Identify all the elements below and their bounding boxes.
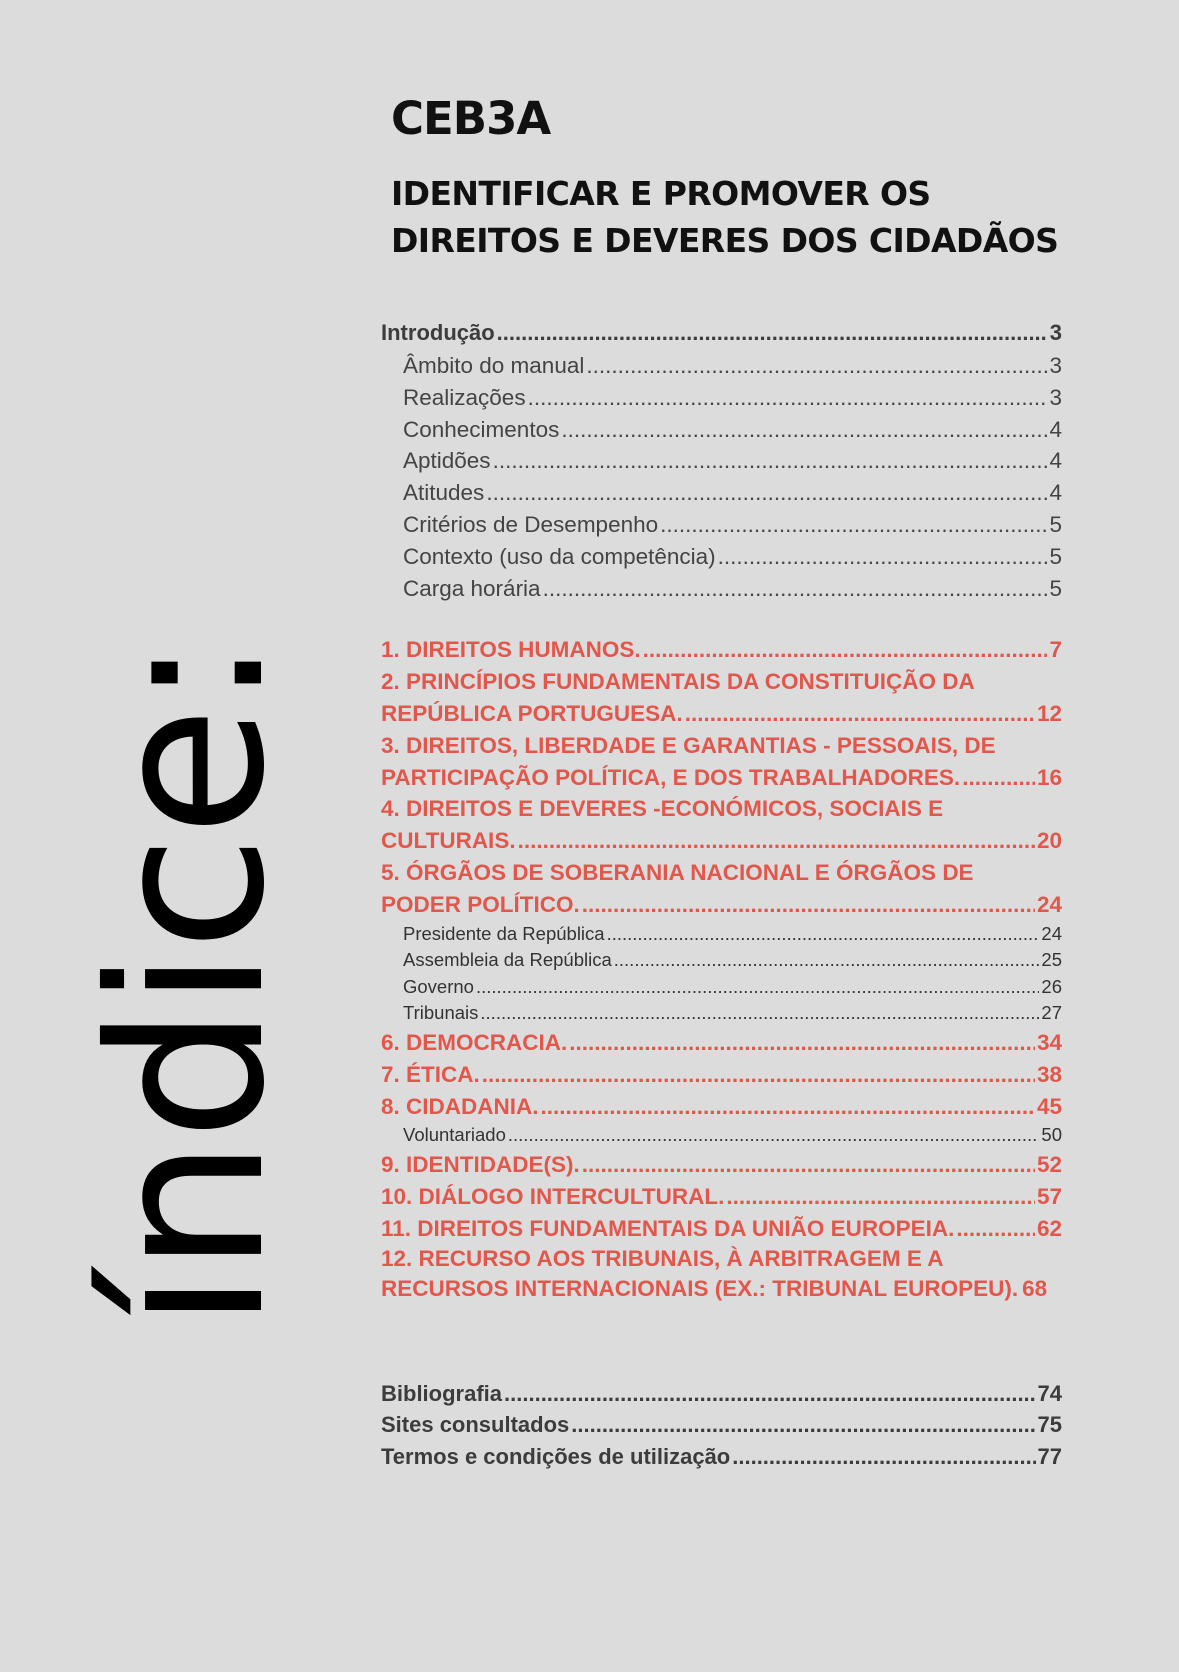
toc-label: Contexto (uso da competência) bbox=[403, 543, 716, 569]
toc-label-line2: CULTURAIS. bbox=[381, 828, 516, 854]
toc-label: Sites consultados bbox=[381, 1412, 570, 1438]
toc-label: Atitudes bbox=[403, 480, 485, 506]
leader-dots bbox=[607, 921, 1040, 948]
toc-label: Conhecimentos bbox=[403, 416, 560, 442]
leader-dots bbox=[956, 1213, 1035, 1245]
toc-label-line1: 12. RECURSO AOS TRIBUNAIS, À ARBITRAGEM E A bbox=[381, 1246, 944, 1272]
toc-page: 57 bbox=[1036, 1183, 1062, 1209]
toc-entry[interactable] bbox=[381, 541, 1062, 573]
toc-page: 3 bbox=[1049, 353, 1062, 378]
toc-entry-introducao[interactable] bbox=[381, 316, 1062, 350]
toc-page: 7 bbox=[1049, 637, 1062, 663]
toc-label-line1: 3. DIREITOS, LIBERDADE E GARANTIAS - PESSOAIS, DE bbox=[381, 732, 996, 758]
toc-entry[interactable] bbox=[381, 414, 1062, 446]
toc-page: 68 bbox=[1022, 1276, 1048, 1302]
leader-dots bbox=[504, 1378, 1036, 1410]
toc-label: 10. DIÁLOGO INTERCULTURAL. bbox=[381, 1183, 725, 1209]
toc-chapter-4[interactable] bbox=[381, 793, 1062, 857]
toc-page: 38 bbox=[1036, 1061, 1062, 1087]
toc-page: 77 bbox=[1037, 1443, 1062, 1469]
leader-dots bbox=[732, 1441, 1035, 1473]
leader-dots bbox=[726, 1181, 1035, 1213]
toc-label: Tribunais bbox=[403, 1002, 479, 1024]
toc-entry-bibliografia[interactable] bbox=[381, 1378, 1062, 1410]
toc-entry[interactable] bbox=[381, 350, 1062, 382]
toc-page: 50 bbox=[1041, 1124, 1062, 1146]
side-title: índice: bbox=[64, 638, 311, 1330]
leader-dots bbox=[660, 509, 1047, 541]
toc-chapter-9[interactable] bbox=[381, 1149, 1062, 1181]
toc-page: 62 bbox=[1036, 1215, 1062, 1241]
leader-dots bbox=[497, 316, 1048, 350]
toc-label: Âmbito do manual bbox=[403, 353, 585, 378]
toc-label-line2: RECURSOS INTERNACIONAIS (EX.: TRIBUNAL EUROPEU). bbox=[381, 1276, 1019, 1302]
toc-label: 1. DIREITOS HUMANOS. bbox=[381, 637, 641, 663]
toc-chapter-1[interactable] bbox=[381, 634, 1062, 666]
leader-dots bbox=[482, 1059, 1035, 1091]
leader-dots bbox=[480, 1000, 1039, 1027]
toc-page: 3 bbox=[1049, 320, 1062, 345]
toc-page: 16 bbox=[1036, 764, 1062, 790]
toc-page: 24 bbox=[1036, 891, 1062, 917]
toc-entry[interactable] bbox=[381, 947, 1062, 974]
toc-chapter-12[interactable] bbox=[381, 1244, 1062, 1304]
toc-page: 52 bbox=[1036, 1151, 1062, 1177]
toc-label-line2: PODER POLÍTICO. bbox=[381, 891, 580, 917]
leader-dots bbox=[718, 541, 1048, 573]
toc-label: Aptidões bbox=[403, 448, 491, 474]
toc-entry[interactable] bbox=[381, 509, 1062, 541]
toc-entry-termos[interactable] bbox=[381, 1441, 1062, 1473]
toc-label: Voluntariado bbox=[403, 1124, 506, 1146]
toc-page: 24 bbox=[1041, 922, 1062, 944]
leader-dots bbox=[476, 974, 1039, 1001]
leader-dots bbox=[508, 1122, 1040, 1149]
leader-dots bbox=[571, 1409, 1035, 1441]
toc-label: 7. ÉTICA. bbox=[381, 1061, 480, 1087]
toc-chapter-11[interactable] bbox=[381, 1213, 1062, 1245]
leader-dots bbox=[582, 889, 1035, 921]
leader-dots bbox=[962, 762, 1035, 794]
leader-dots bbox=[685, 698, 1035, 730]
leader-dots bbox=[561, 414, 1047, 446]
leader-dots bbox=[541, 1091, 1035, 1123]
toc-chapter-5[interactable] bbox=[381, 857, 1062, 921]
toc-label: Termos e condições de utilização bbox=[381, 1443, 731, 1469]
toc-page: 5 bbox=[1049, 575, 1062, 601]
toc-entry[interactable] bbox=[381, 477, 1062, 509]
toc-chapter-8[interactable] bbox=[381, 1091, 1062, 1123]
toc-label: Assembleia da República bbox=[403, 949, 612, 971]
toc-label-line2: REPÚBLICA PORTUGUESA. bbox=[381, 700, 683, 726]
toc-entry[interactable] bbox=[381, 573, 1062, 605]
leader-dots bbox=[543, 573, 1048, 605]
toc-page: 5 bbox=[1049, 543, 1062, 569]
toc-label-line1: 4. DIREITOS E DEVERES -ECONÓMICOS, SOCIAIS E bbox=[381, 796, 944, 822]
toc-page: 4 bbox=[1049, 448, 1062, 474]
toc-page: 74 bbox=[1037, 1380, 1062, 1406]
leader-dots bbox=[614, 947, 1040, 974]
toc-page: 75 bbox=[1037, 1412, 1062, 1438]
table-of-contents bbox=[381, 316, 1062, 1472]
toc-label: Bibliografia bbox=[381, 1380, 503, 1406]
toc-page: 34 bbox=[1036, 1029, 1062, 1055]
leader-dots bbox=[528, 382, 1048, 414]
toc-page: 4 bbox=[1049, 480, 1062, 506]
toc-label: Critérios de Desempenho bbox=[403, 511, 659, 537]
toc-label-line1: 5. ÓRGÃOS DE SOBERANIA NACIONAL E ÓRGÃOS DE bbox=[381, 859, 974, 885]
toc-page: 45 bbox=[1036, 1093, 1062, 1119]
toc-label: Carga horária bbox=[403, 575, 541, 601]
toc-label-line1: 2. PRINCÍPIOS FUNDAMENTAIS DA CONSTITUIÇÃO DA bbox=[381, 669, 975, 695]
toc-page: 27 bbox=[1041, 1002, 1062, 1024]
toc-page: 12 bbox=[1036, 700, 1062, 726]
toc-page: 5 bbox=[1049, 511, 1062, 537]
leader-dots bbox=[582, 1149, 1035, 1181]
toc-chapter-10[interactable] bbox=[381, 1181, 1062, 1213]
toc-entry[interactable] bbox=[381, 974, 1062, 1001]
toc-entry[interactable] bbox=[381, 921, 1062, 948]
toc-label: 8. CIDADANIA. bbox=[381, 1093, 539, 1119]
toc-label: Realizações bbox=[403, 384, 526, 410]
toc-page: 3 bbox=[1049, 384, 1062, 410]
toc-entry[interactable] bbox=[381, 1000, 1062, 1027]
toc-page: 26 bbox=[1041, 975, 1062, 997]
course-code: CEB3A bbox=[391, 92, 551, 145]
toc-page: 25 bbox=[1041, 949, 1062, 971]
leader-dots bbox=[518, 825, 1035, 857]
toc-label: 11. DIREITOS FUNDAMENTAIS DA UNIÃO EUROPEIA. bbox=[381, 1215, 955, 1241]
leader-dots bbox=[569, 1027, 1035, 1059]
toc-page: 4 bbox=[1049, 416, 1062, 442]
toc-page: 20 bbox=[1036, 828, 1062, 854]
toc-chapter-7[interactable] bbox=[381, 1059, 1062, 1091]
toc-entry-sites[interactable] bbox=[381, 1409, 1062, 1441]
toc-label-line2: PARTICIPAÇÃO POLÍTICA, E DOS TRABALHADORES. bbox=[381, 764, 961, 790]
leader-dots bbox=[643, 634, 1048, 666]
toc-label: 9. IDENTIDADE(S). bbox=[381, 1151, 580, 1177]
toc-chapter-6[interactable] bbox=[381, 1027, 1062, 1059]
leader-dots bbox=[493, 445, 1048, 477]
toc-label: Presidente da República bbox=[403, 922, 605, 944]
leader-dots bbox=[586, 350, 1047, 382]
toc-chapter-2[interactable] bbox=[381, 666, 1062, 730]
toc-entry[interactable] bbox=[381, 382, 1062, 414]
document-title: IDENTIFICAR E PROMOVER OS DIREITOS E DEVERES DOS CIDADÃOS bbox=[391, 174, 1059, 260]
toc-label: 6. DEMOCRACIA. bbox=[381, 1029, 568, 1055]
toc-entry[interactable] bbox=[381, 445, 1062, 477]
toc-chapter-3[interactable] bbox=[381, 730, 1062, 794]
toc-label: Governo bbox=[403, 975, 474, 997]
toc-entry[interactable] bbox=[381, 1122, 1062, 1149]
leader-dots bbox=[486, 477, 1047, 509]
toc-label: Introdução bbox=[381, 320, 495, 345]
